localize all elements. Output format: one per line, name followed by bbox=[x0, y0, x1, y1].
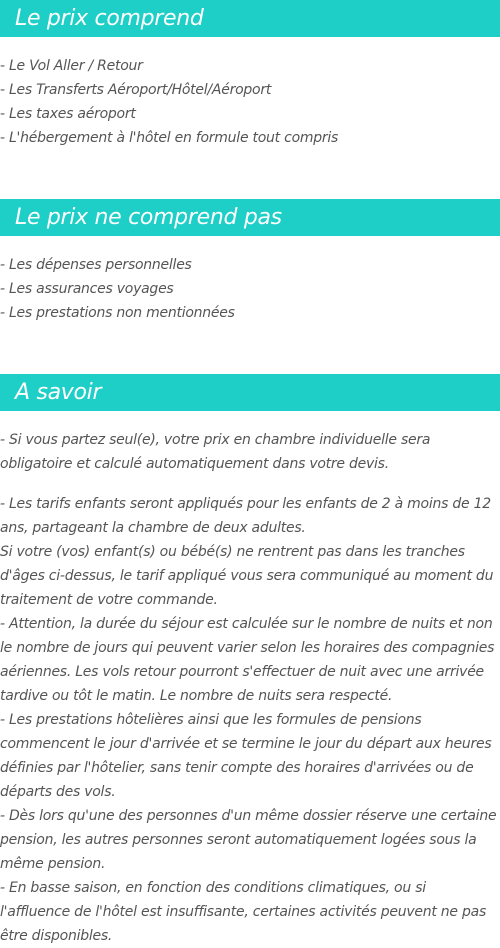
section-title: Le prix comprend bbox=[15, 6, 204, 31]
list-item: - Le Vol Aller / Retour bbox=[0, 58, 143, 74]
section-header bbox=[0, 199, 500, 236]
section-price-excludes bbox=[0, 199, 500, 325]
list-item: - Les assurances voyages bbox=[0, 281, 174, 297]
info-paragraph: - Les prestations hôtelières ainsi que les formules de pensions commencent le jour d'arrivée et se termine le jour du départ aux heures définies par l'hôtelier, sans tenir compte des horaires d'arrivées ou de départs des vols. bbox=[0, 712, 492, 800]
section-title: Le prix ne comprend pas bbox=[15, 205, 282, 230]
list-item: - Les dépenses personnelles bbox=[0, 257, 192, 273]
list-item: - L'hébergement à l'hôtel en formule tout compris bbox=[0, 130, 339, 146]
section-header bbox=[0, 374, 500, 411]
info-paragraph: - Dès lors qu'une des personnes d'un même dossier réserve une certaine pension, les autres personnes seront automatiquement logées sous la même pension. bbox=[0, 808, 497, 872]
section-header bbox=[0, 0, 500, 37]
info-paragraph: - Attention, la durée du séjour est calculée sur le nombre de nuits et non le nombre de jours qui peuvent varier selon les horaires des compagnies aériennes. Les vols retour pourront s'effectuer de nuit avec une arrivée tardive ou tôt le matin. Le nombre de nuits sera respecté. bbox=[0, 616, 495, 704]
section-price-includes bbox=[0, 0, 500, 150]
info-paragraph: - Si vous partez seul(e), votre prix en chambre individuelle sera obligatoire et calculé automatiquement dans votre devis. bbox=[0, 432, 431, 472]
info-paragraph: - Les tarifs enfants seront appliqués pour les enfants de 2 à moins de 12 ans, partageant la chambre de deux adultes. bbox=[0, 496, 491, 536]
excluded-list bbox=[0, 253, 500, 325]
list-item: - Les taxes aéroport bbox=[0, 106, 136, 122]
section-title: A savoir bbox=[15, 380, 102, 405]
included-list bbox=[0, 54, 500, 150]
section-good-to-know bbox=[0, 374, 500, 948]
list-item: - Les prestations non mentionnées bbox=[0, 305, 235, 321]
info-paragraph: - En basse saison, en fonction des conditions climatiques, ou si l'affluence de l'hôtel est insuffisante, certaines activités peuvent ne pas être disponibles. bbox=[0, 880, 486, 944]
info-paragraph: Si votre (vos) enfant(s) ou bébé(s) ne rentrent pas dans les tranches d'âges ci-dessus, le tarif appliqué vous sera communiqué au moment du traitement de votre commande. bbox=[0, 544, 494, 608]
info-content bbox=[0, 428, 500, 948]
list-item: - Les Transferts Aéroport/Hôtel/Aéroport bbox=[0, 82, 272, 98]
